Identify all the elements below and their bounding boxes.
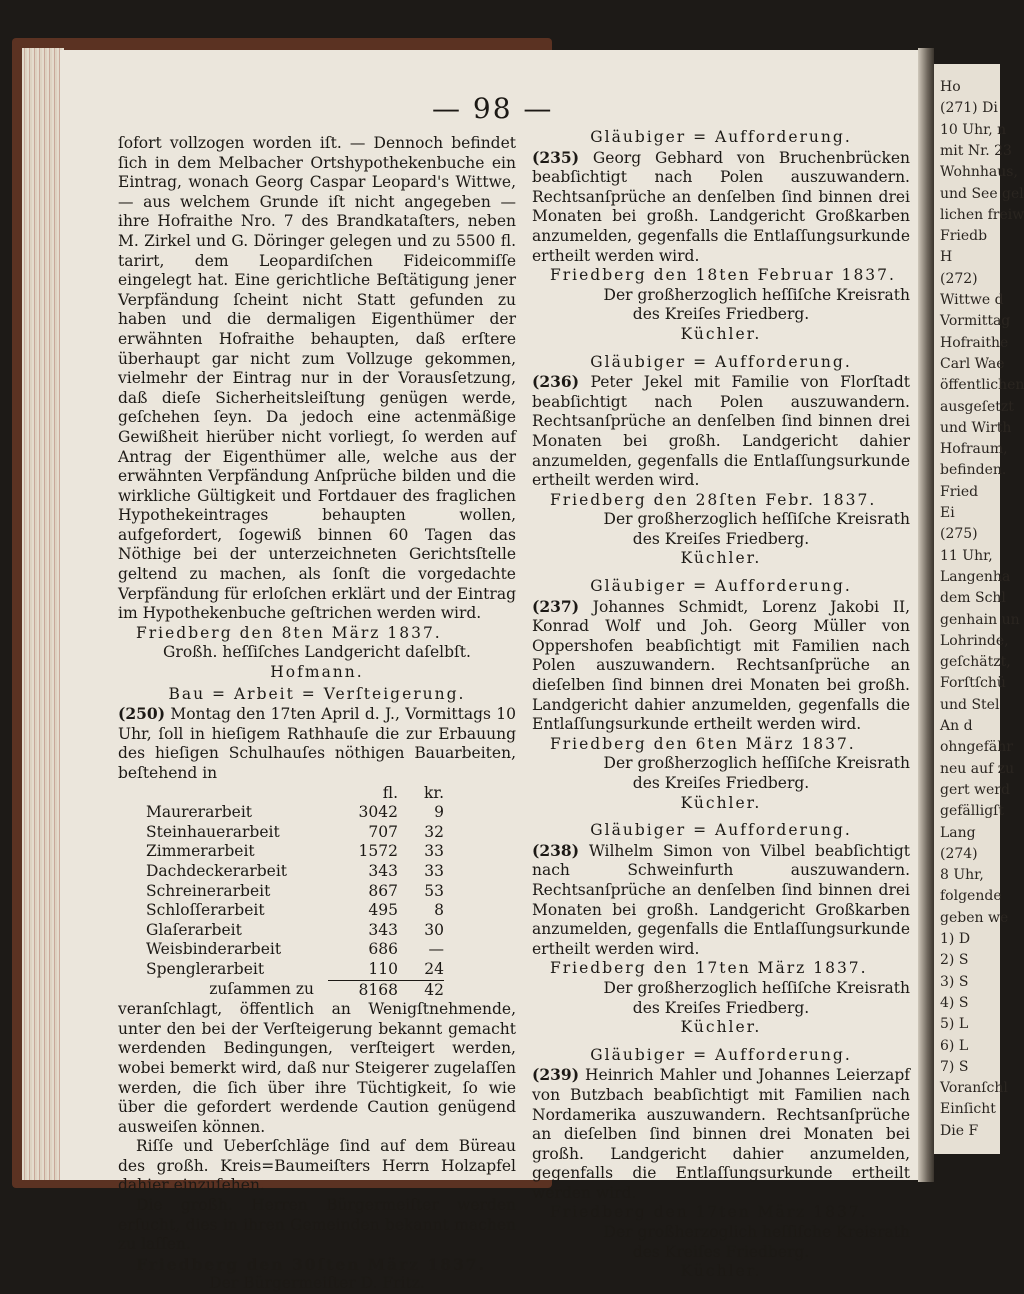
creditor-notice xyxy=(532,821,910,1038)
total-kr: 42 xyxy=(398,980,444,1000)
notice-signature-name: Küchler. xyxy=(680,324,762,343)
cost-row xyxy=(146,921,444,941)
cost-fl: 495 xyxy=(368,901,398,920)
page-number: — 98 — xyxy=(432,92,554,125)
next-page-fragment: mit Nr. 23 xyxy=(940,142,1012,159)
next-page-fragment: 1) D xyxy=(940,931,971,947)
next-page-fragment: Lohrinde, xyxy=(940,632,1009,649)
next-page-fragment: gefälligſt xyxy=(940,803,1004,820)
next-page-fragment: 3) S xyxy=(940,973,969,990)
next-page-fragment: 11 Uhr, xyxy=(940,547,993,564)
next-page-fragment: An d xyxy=(940,718,973,734)
next-page-fragment: (274) xyxy=(940,845,978,862)
cost-label: Spenglerarbeit xyxy=(146,960,265,979)
next-page-fragment: 10 Uhr, n xyxy=(940,121,1007,138)
next-page-fragment: H xyxy=(940,249,953,266)
cost-label: Dachdeckerarbeit xyxy=(146,861,288,880)
cost-row xyxy=(146,842,444,862)
notice-date: Friedberg den 17ten März 1837. xyxy=(550,959,868,978)
cost-kr: 32 xyxy=(424,822,444,841)
next-page-fragment: und Stel xyxy=(940,696,1000,713)
cost-fl: 343 xyxy=(368,861,398,880)
notice-body: Wilhelm Simon von Vilbel beabſichtigt nach Schweinfurth auszuwandern. Rechtsanſprüche an denſelben ſind binnen drei Monaten bei großh. Landgericht Großkarben anzumelden, gegenfalls die Entlaſſungsurkunde ertheilt werden wird. xyxy=(532,841,911,958)
cost-row xyxy=(146,862,444,882)
notice-signature-name: Küchler. xyxy=(680,1018,762,1037)
notice-signature-line-2: des Kreiſes Friedberg. xyxy=(632,529,810,548)
next-page-fragment: (275) xyxy=(940,526,978,543)
notice-text xyxy=(532,597,910,735)
next-page-fragment: 8 Uhr, xyxy=(940,867,984,884)
notice-number: (235) xyxy=(532,147,580,167)
cost-fl: 686 xyxy=(368,940,398,959)
notice-text xyxy=(532,841,910,960)
date-1: Friedberg den 8ten März 1837. xyxy=(136,623,442,642)
cost-kr: 8 xyxy=(434,901,444,920)
next-page-fragment: Friedb xyxy=(940,228,988,245)
next-page-fragment: öffentlichen xyxy=(940,377,1024,394)
cost-label: Glaſerarbeit xyxy=(146,920,242,939)
mayors-text: Die großh. Herren Bürgermeiſter werden erſucht, dies in ihren Gemeinden bekannt machen zu laſſen. xyxy=(118,1196,516,1254)
cost-kr: 24 xyxy=(424,959,444,978)
notice-body: Heinrich Mahler und Johannes Leierzapf von Butzbach beabſichtigt mit Familien nach Nordamerika auszuwandern. Rechtsanſprüche an dieſelben ſind binnen drei Monaten bei großh. Landgericht dahier anzumelden, gegenfalls die Entlaſſungsurkunde ertheilt werden wird. xyxy=(532,1066,910,1202)
notice-heading: Gläubiger = Aufforderung. xyxy=(590,352,852,371)
notice-250-body: Montag den 17ten April d. J., Vormittags 10 Uhr, ſoll in hieſigem Rathhauſe die zur Erbauung des hieſigen Schulhauſes nöthigen Bauarbeiten, beſtehend in xyxy=(118,705,516,782)
cost-label: Schloſſerarbeit xyxy=(146,901,265,920)
notice-signature-line-2: des Kreiſes Friedberg. xyxy=(632,998,810,1017)
next-page-fragment: 2) S xyxy=(940,952,969,969)
auction-conditions-text: veranſchlagt, öffentlich an Wenigſtnehmende, unter den bei der Verſteigerung bekannt gemacht werdenden Bedingungen, verſteigert werden, wobei bemerkt wird, daß nur Steigerer zugelaſſen werden, die ſich über ihre Tüchtigkeit, ſo wie über die gefordert werdende Caution genügend ausweiſen können. xyxy=(118,1000,516,1136)
cost-kr: — xyxy=(428,940,444,959)
next-page-fragment: dem Schl xyxy=(940,590,1006,607)
next-page-fragment: Einſicht xyxy=(940,1101,996,1118)
cost-fl: 867 xyxy=(368,881,398,900)
cost-row xyxy=(146,823,444,843)
creditor-notice xyxy=(532,128,910,345)
notice-signature-line-2: des Kreiſes Friedberg. xyxy=(632,774,810,792)
notice-number: (238) xyxy=(532,840,580,860)
next-page-fragment: gert werd xyxy=(940,781,1010,798)
cost-fl: 110 xyxy=(368,959,398,978)
notice-signature-line-1: Der großherzoglich heſſiſche Kreisrath xyxy=(603,754,910,773)
next-page-fragment: Hofraum, xyxy=(940,441,1008,458)
book-gutter xyxy=(918,48,934,1182)
notice-body: Georg Gebhard von Bruchenbrücken beabſichtigt nach Polen auszuwandern. Rechtsanſprüche an denſelben ſind binnen drei Monaten bei großh. Landgericht Großkarben anzumelden, gegenfalls die Entlaſſungsurkunde ertheilt werden wird. xyxy=(532,148,910,265)
next-page-fragment: geſchätzt, xyxy=(940,654,1011,671)
notice-signature-name: Küchler. xyxy=(680,549,762,568)
next-page-fragment: Lang xyxy=(940,824,976,841)
cost-row xyxy=(146,901,444,921)
cost-kr: 53 xyxy=(424,881,444,900)
cost-label: Steinhauerarbeit xyxy=(146,822,280,841)
creditor-notice xyxy=(532,1046,910,1282)
next-page-fragment: ausgeſetzt xyxy=(940,398,1014,415)
notice-text xyxy=(532,372,910,491)
cost-kr: 30 xyxy=(424,920,444,939)
next-page-edge xyxy=(934,64,1024,1154)
next-page-fragment: Forſtſchü xyxy=(940,675,1006,692)
cost-label: Zimmerarbeit xyxy=(146,842,255,861)
notice-body: Johannes Schmidt, Lorenz Jakobi II, Konrad Wolf und Joh. Georg Müller von Oppershofen beabſichtigt mit Familien nach Polen auszuwandern. Rechtsanſprüche an dieſelben ſind binnen drei Monaten bei großh. Landgericht dahier anzumelden, gegenfalls die Entlaſſungsurkunde ertheilt werden wird. xyxy=(532,597,910,734)
next-page-fragment: Ei xyxy=(940,505,955,521)
cost-table-header xyxy=(146,784,444,804)
next-page-fragment: folgende xyxy=(940,888,1002,905)
notice-date: Friedberg den 18ten Februar 1837. xyxy=(550,266,896,285)
total-label: zuſammen zu xyxy=(209,980,314,999)
cost-row xyxy=(146,940,444,960)
notice-signature-name: Küchler. xyxy=(680,1262,762,1281)
notice-number: (236) xyxy=(532,372,580,392)
total-fl: 8168 xyxy=(328,980,398,1000)
next-page-fragment: Fried xyxy=(940,483,979,500)
continuation-text: ſofort vollzogen worden iſt. — Dennoch befindet ſich in dem Melbacher Ortshypothekenbuche ein Eintrag, wonach Georg Caspar Leopard's Wittwe, — aus welchem Grunde iſt nicht angegeben — ihre Hofraithe Nro. 7 des Brandkataſters, neben M. Zirkel und G. Döringer gelegen und zu 5500 fl. tarirt, dem Leopardiſchen Fideicommiſſe eingelegt hat. Eine gerichtliche Beſtätigung jener Verpfändung ſcheint nicht Statt gefunden zu haben und die dermaligen Eigenthümer der erwähnten Hofraithe behaupten, daß erſtere überhaupt gar nicht zum Vollzuge gekommen, vielmehr der Eintrag nur in der Vorausſetzung, daß dieſe Sicherheitsleiſtung genügen werde, geſchehen ſeyn. Da jedoch eine actenmäßige Gewißheit hierüber nicht vorliegt, ſo werden auf Antrag der Eigenthümer alle, welche aus der erwähnten Verpfändung Anſprüche bilden und die wirkliche Gültigkeit und Fortdauer des fraglichen Hypothekeintrages behaupten wollen, aufgefordert, ſogewiß binnen 60 Tagen das Nöthige bei der unterzeichneten Gerichtsſtelle geltend zu machen, als ſonſt die vorgedachte Verpfändung für erloſchen erklärt und der Eintrag im Hypothekenbuche geſtrichen werden wird. xyxy=(118,134,516,623)
notice-signature-line-2: des Kreiſes Friedberg. xyxy=(632,305,810,324)
plans-text: Riſſe und Ueberſchläge ſind auf dem Büreau des großh. Kreis=Baumeiſters Herrn Holzapfel dahier einzuſehen. xyxy=(118,1137,516,1195)
notice-date: Friedberg den 17ten März 1837. xyxy=(550,1203,868,1222)
cost-fl: 707 xyxy=(368,822,398,841)
cost-row xyxy=(146,803,444,823)
notice-signature-line-1: Der großherzoglich heſſiſche Kreisrath xyxy=(603,1223,910,1242)
next-page-fragment: befinden. xyxy=(940,462,1007,479)
next-page-fragment: neu auf zu xyxy=(940,760,1015,777)
next-page-fragment: Wohnhaus, xyxy=(940,164,1018,181)
header-kr: kr. xyxy=(423,783,444,802)
page-edges xyxy=(22,48,64,1180)
next-page-fragment: Carl Wae xyxy=(940,355,1005,372)
construction-auction-heading: Bau = Arbeit = Verſteigerung. xyxy=(168,684,466,703)
notice-date: Friedberg den 6ten März 1837. xyxy=(550,734,856,753)
notice-date: Friedberg den 28ſten Febr. 1837. xyxy=(550,490,877,509)
next-page-fragment: Vormittag xyxy=(940,313,1011,330)
cost-kr: 33 xyxy=(424,861,444,880)
notice-heading: Gläubiger = Aufforderung. xyxy=(590,1045,852,1064)
next-page-fragment: (272) xyxy=(940,270,978,287)
notice-250-text xyxy=(118,704,516,783)
next-page-fragment: (271) Di xyxy=(940,100,998,117)
left-column xyxy=(118,134,516,1294)
signature-1-name: Hofmann. xyxy=(270,663,364,682)
signature-1-authority: Großh. heſſiſches Landgericht daſelbſt. xyxy=(163,643,471,662)
next-page-fragment: ohngefähr xyxy=(940,739,1013,756)
notice-signature-line-1: Der großherzoglich heſſiſche Kreisrath xyxy=(603,510,910,529)
notice-number: (237) xyxy=(532,596,580,616)
next-page-fragment: Die F xyxy=(940,1122,979,1139)
cost-label: Maurerarbeit xyxy=(146,803,253,822)
notice-number: (239) xyxy=(532,1065,580,1085)
next-page-fragment: Voranſchl xyxy=(940,1080,1008,1097)
cost-label: Schreinerarbeit xyxy=(146,881,271,900)
date-2: Friedberg den 30ſten März 1837. xyxy=(136,1254,486,1274)
next-page-fragment: und Wirth xyxy=(940,419,1012,436)
cost-kr: 33 xyxy=(424,842,444,861)
next-page-fragment: 4) S xyxy=(940,994,969,1011)
next-page-fragment: 5) L xyxy=(940,1016,969,1033)
notice-heading: Gläubiger = Aufforderung. xyxy=(590,821,852,840)
cost-label: Weisbinderarbeit xyxy=(146,940,282,959)
notice-signature-line-1: Der großherzoglich heſſiſche Kreisrath xyxy=(603,978,910,997)
cost-table xyxy=(146,784,444,1001)
cost-fl: 1572 xyxy=(358,842,398,861)
cost-fl: 3042 xyxy=(358,803,398,822)
creditor-notice xyxy=(532,353,910,570)
cost-row xyxy=(146,882,444,902)
next-page-fragment: geben we xyxy=(940,909,1009,926)
cost-row xyxy=(146,960,444,980)
creditor-notice xyxy=(532,577,910,813)
next-page-fragment: Langenha xyxy=(940,568,1011,585)
signature-2: Der Bürgermeiſter D. Fritz. xyxy=(209,1274,425,1293)
notice-text xyxy=(532,1065,910,1203)
next-page-fragment: genhain un xyxy=(940,611,1020,628)
cost-total-row xyxy=(146,980,444,1000)
notice-250-number: (250) xyxy=(118,704,166,724)
next-page-fragment: 7) S xyxy=(940,1058,969,1075)
header-fl: fl. xyxy=(382,783,398,802)
notice-text xyxy=(532,148,910,267)
next-page-fragment: Hofraithe xyxy=(940,334,1009,351)
next-page-fragment: lichen freiw xyxy=(940,206,1024,223)
cost-fl: 343 xyxy=(368,920,398,939)
notice-body: Peter Jekel mit Familie von Florſtadt beabſichtigt nach Polen auszuwandern. Rechtsanſprüche an denſelben ſind binnen drei Monaten bei großh. Landgericht dahier anzumelden, gegenfalls die Entlaſſungsurkunde ertheilt werden wird. xyxy=(532,373,910,490)
next-page-fragment: Wittwe d xyxy=(940,292,1004,308)
notice-heading: Gläubiger = Aufforderung. xyxy=(590,577,852,596)
cost-kr: 9 xyxy=(434,803,444,822)
next-page-fragment: und See gel xyxy=(940,185,1024,202)
notice-signature-name: Küchler. xyxy=(680,793,762,812)
notice-signature-line-1: Der großherzoglich heſſiſche Kreisrath xyxy=(603,285,910,304)
notice-signature-line-2: des Kreiſes Friedberg. xyxy=(632,1242,810,1261)
next-page-fragment: 6) L xyxy=(940,1037,969,1054)
notice-heading: Gläubiger = Aufforderung. xyxy=(590,128,852,146)
right-column xyxy=(532,128,910,1290)
next-page-fragment: Ho xyxy=(940,79,961,95)
